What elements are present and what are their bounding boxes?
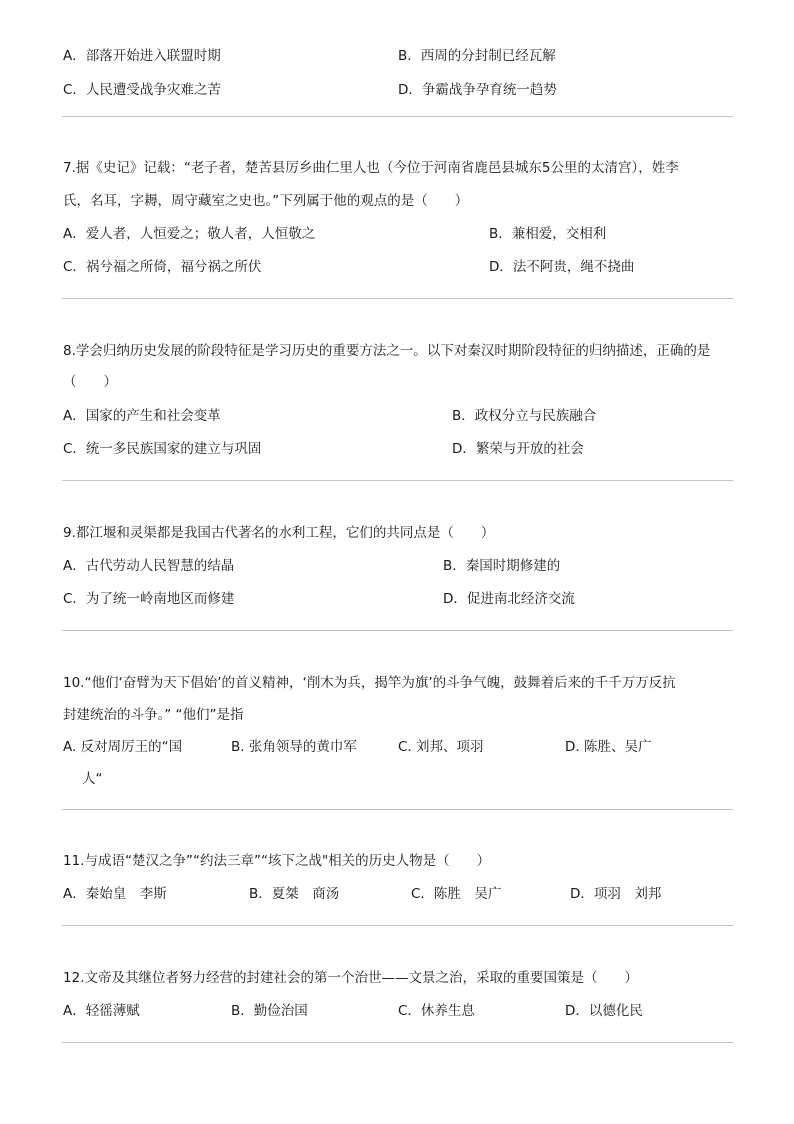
q8-stem-line2: （ ） xyxy=(63,374,117,390)
q8-option-b: B．政权分立与民族融合 xyxy=(452,408,597,424)
q11-option-b: B．夏桀 商汤 xyxy=(249,886,340,902)
q9-stem: 9.都江堰和灵渠都是我国古代著名的水利工程，它们的共同点是（ ） xyxy=(63,525,495,541)
q10-stem-line2: 封建统治的斗争。” “他们”是指 xyxy=(63,707,244,723)
q6-option-c: C．人民遭受战争灾难之苦 xyxy=(63,82,221,98)
divider xyxy=(62,298,733,299)
q11-option-a: A．秦始皇 李斯 xyxy=(63,886,167,902)
q7-option-c: C．祸兮福之所倚，福兮祸之所伏 xyxy=(63,259,262,275)
divider xyxy=(62,480,733,481)
q7-option-d: D．法不阿贵，绳不挠曲 xyxy=(489,259,635,275)
q6-option-a: A．部落开始进入联盟时期 xyxy=(63,48,221,64)
q11-option-d: D．项羽 刘邦 xyxy=(570,886,662,902)
q9-option-b: B．秦国时期修建的 xyxy=(443,558,561,574)
divider xyxy=(62,1042,733,1043)
q12-option-c: C．休养生息 xyxy=(398,1003,475,1019)
q6-option-b: B．西周的分封制已经瓦解 xyxy=(398,48,556,64)
q8-option-c: C．统一多民族国家的建立与巩固 xyxy=(63,441,262,457)
q10-option-d: D. 陈胜、吴广 xyxy=(565,739,652,755)
divider xyxy=(62,925,733,926)
q7-stem-line1: 7.据《史记》记载：“老子者，楚苦县厉乡曲仁里人也（今位于河南省鹿邑县城东5公里的太清宫），姓李 xyxy=(63,160,679,176)
q9-option-c: C．为了统一岭南地区而修建 xyxy=(63,591,235,607)
divider xyxy=(62,630,733,631)
q9-option-d: D．促进南北经济交流 xyxy=(443,591,575,607)
q9-option-a: A．古代劳动人民智慧的结晶 xyxy=(63,558,235,574)
q7-stem-line2: 氏，名耳，字耨，周守藏室之史也。”下列属于他的观点的是（ ） xyxy=(63,193,469,209)
q6-option-d: D．争霸战争孕育统一趋势 xyxy=(398,82,557,98)
q7-option-a: A．爱人者，人恒爱之；敬人者，人恒敬之 xyxy=(63,226,316,242)
divider xyxy=(62,809,733,810)
q10-option-a-line1: A. 反对周厉王的“国 xyxy=(63,739,183,755)
q8-stem-line1: 8.学会归纳历史发展的阶段特征是学习历史的重要方法之一。以下对秦汉时期阶段特征的归纳描述，正确的是 xyxy=(63,343,711,359)
q12-option-a: A．轻徭薄赋 xyxy=(63,1003,140,1019)
q7-option-b: B．兼相爱，交相利 xyxy=(489,226,607,242)
q11-option-c: C．陈胜 吴广 xyxy=(411,886,502,902)
q10-stem-line1: 10.“他们‘奋臂为天下倡始’的首义精神，‘削木为兵，揭竿为旗’的斗争气魄，鼓舞着后来的千千万万反抗 xyxy=(63,675,676,691)
q11-stem: 11.与成语“楚汉之争”“约法三章”“垓下之战"相关的历史人物是（ ） xyxy=(63,853,491,869)
q10-option-c: C. 刘邦、项羽 xyxy=(398,739,484,755)
q8-option-a: A．国家的产生和社会变革 xyxy=(63,408,221,424)
q8-option-d: D．繁荣与开放的社会 xyxy=(452,441,584,457)
divider xyxy=(62,116,733,117)
q12-stem: 12.文帝及其继位者努力经营的封建社会的第一个治世——文景之治，采取的重要国策是（ ） xyxy=(63,970,638,986)
q10-option-b: B. 张角领导的黄巾军 xyxy=(231,739,357,755)
q10-option-a-line2: 人“ xyxy=(82,771,103,787)
q12-option-b: B．勤俭治国 xyxy=(231,1003,308,1019)
q12-option-d: D．以德化民 xyxy=(565,1003,643,1019)
